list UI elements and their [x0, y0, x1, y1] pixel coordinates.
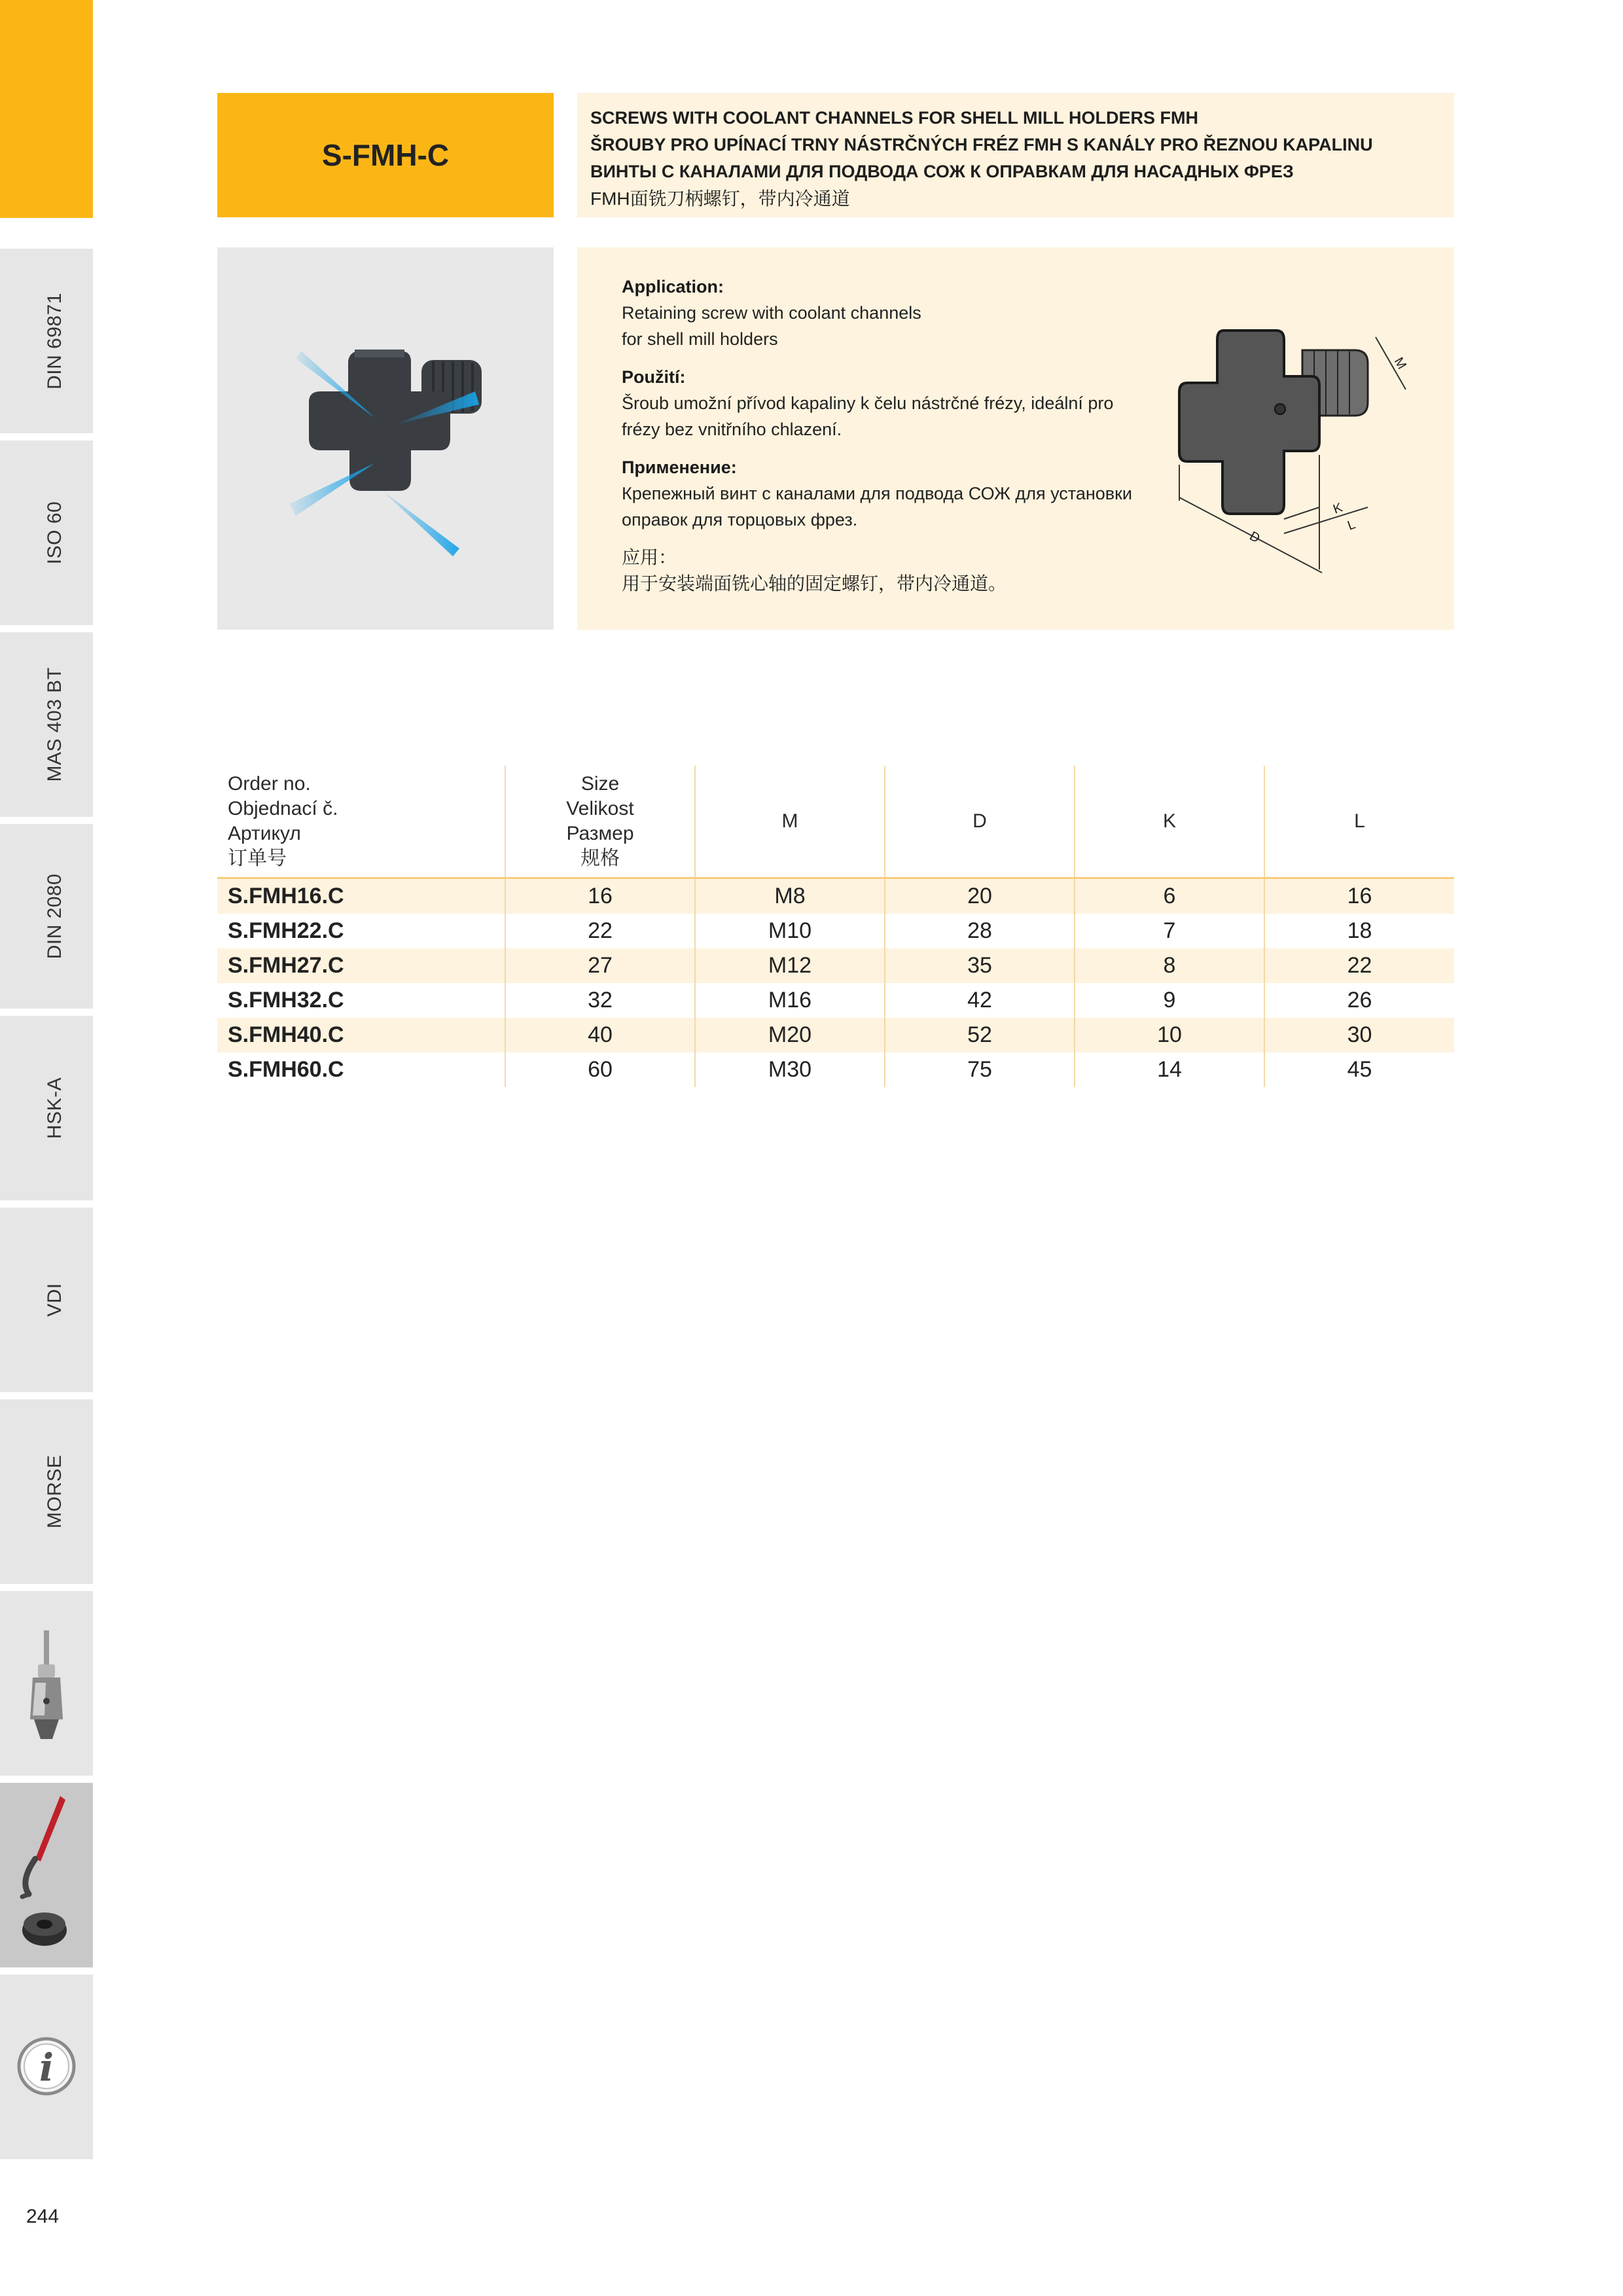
tab-label: DIN 69871	[44, 293, 65, 389]
application-text-zh: 用于安装端面铣心轴的固定螺钉，带内冷通道。	[622, 573, 1007, 594]
tab-morse[interactable]	[0, 1397, 93, 1584]
product-table	[217, 766, 1454, 1087]
application-text-cz: Šroub umožní přívod kapaliny k čelu nástrčné frézy, ideální pro	[622, 393, 1114, 413]
header-l: L	[1354, 810, 1365, 832]
sidebar-accent-block	[0, 0, 93, 218]
tab-din-69871[interactable]	[0, 246, 93, 433]
cell-d: 28	[885, 914, 1075, 948]
application-heading-zh: 应用：	[622, 547, 677, 567]
cell-size: 27	[505, 948, 695, 983]
drill-chuck-icon	[0, 1591, 93, 1778]
description-en: SCREWS WITH COOLANT CHANNELS FOR SHELL MILL HOLDERS FMH	[590, 108, 1198, 128]
header-d: D	[885, 766, 1075, 878]
cell-l: 30	[1264, 1018, 1454, 1052]
dimension-label-l: L	[1346, 517, 1358, 533]
application-heading-ru: Применение:	[622, 457, 737, 477]
table-row	[217, 1052, 1454, 1087]
cell-m: M10	[695, 914, 885, 948]
application-text-en: for shell mill holders	[622, 329, 778, 349]
header-order-no: Order no. Objednací č. Артикул 订单号	[217, 766, 505, 878]
tab-din-2080[interactable]	[0, 821, 93, 1009]
cell-d: 75	[885, 1052, 1075, 1087]
tab-iso-60[interactable]	[0, 438, 93, 625]
cell-k: 9	[1075, 983, 1264, 1018]
application-text-ru: Крепежный винт с каналами для подвода СОЖ для установки	[622, 484, 1133, 503]
order-code: S.FMH32.C	[217, 983, 505, 1018]
order-code: S.FMH16.C	[217, 878, 505, 914]
product-title-box	[217, 93, 554, 217]
tab-label: DIN 2080	[44, 873, 65, 960]
table-row	[217, 948, 1454, 983]
table-row	[217, 983, 1454, 1018]
dimension-label-d: D	[1247, 528, 1262, 547]
cell-size: 60	[505, 1052, 695, 1087]
coolant-screw-image	[217, 247, 554, 630]
product-title: S-FMH-C	[321, 138, 450, 172]
tab-label: MAS 403 BT	[44, 667, 65, 782]
tab-hsk-a[interactable]	[0, 1013, 93, 1200]
dimension-label-k: K	[1331, 500, 1345, 517]
cell-size: 22	[505, 914, 695, 948]
cell-m: M8	[695, 878, 885, 914]
product-photo	[217, 247, 554, 630]
tab-label: HSK-A	[44, 1077, 65, 1139]
cell-size: 16	[505, 878, 695, 914]
dimension-label-m: M	[1391, 355, 1410, 372]
header-m: M	[695, 766, 885, 878]
application-text-cz: frézy bez vnitřního chlazení.	[622, 420, 842, 439]
order-code: S.FMH27.C	[217, 948, 505, 983]
cell-m: M16	[695, 983, 885, 1018]
tab-drill-chuck[interactable]	[0, 1588, 93, 1776]
table-header-row	[217, 766, 1454, 878]
cell-k: 6	[1075, 878, 1264, 914]
cell-m: M20	[695, 1018, 885, 1052]
technical-drawing	[1165, 311, 1414, 599]
cell-d: 42	[885, 983, 1075, 1018]
order-code: S.FMH22.C	[217, 914, 505, 948]
wrench-nut-icon	[0, 1783, 93, 1970]
tab-vdi[interactable]	[0, 1205, 93, 1392]
tab-label: ISO 60	[44, 501, 65, 565]
application-text-en: Retaining screw with coolant channels	[622, 303, 921, 323]
product-description	[577, 93, 1454, 217]
cell-k: 7	[1075, 914, 1264, 948]
cell-k: 14	[1075, 1052, 1264, 1087]
description-zh: FMH面铣刀柄螺钉，带内冷通道	[590, 188, 850, 209]
table-row	[217, 914, 1454, 948]
cell-d: 20	[885, 878, 1075, 914]
application-text-ru: оправок для торцовых фрез.	[622, 510, 858, 529]
tab-info[interactable]	[0, 1972, 93, 2159]
description-ru: ВИНТЫ С КАНАЛАМИ ДЛЯ ПОДВОДА СОЖ К ОПРАВКАМ ДЛЯ НАСАДНЫХ ФРЕЗ	[590, 162, 1294, 181]
cell-k: 10	[1075, 1018, 1264, 1052]
svg-text:i: i	[39, 2045, 54, 2090]
table-row	[217, 878, 1454, 914]
cell-k: 8	[1075, 948, 1264, 983]
cell-l: 16	[1264, 878, 1454, 914]
tab-label: VDI	[44, 1283, 65, 1317]
description-cz: ŠROUBY PRO UPÍNACÍ TRNY NÁSTRČNÝCH FRÉZ FMH S KANÁLY PRO ŘEZNOU KAPALINU	[590, 135, 1373, 154]
cell-d: 52	[885, 1018, 1075, 1052]
tab-mas-403-bt[interactable]	[0, 630, 93, 817]
page-number: 244	[26, 2206, 60, 2227]
cell-l: 26	[1347, 988, 1372, 1013]
tab-label: MORSE	[44, 1454, 65, 1529]
table-row	[217, 1018, 1454, 1052]
header-k: K	[1075, 766, 1264, 878]
order-code: S.FMH60.C	[217, 1052, 505, 1087]
catalog-sidebar	[0, 0, 93, 2166]
cell-size: 40	[505, 1018, 695, 1052]
cell-size: 32	[505, 983, 695, 1018]
header-size: Size Velikost Размер 规格	[505, 766, 695, 878]
info-icon	[0, 1975, 93, 2162]
tab-accessories[interactable]	[0, 1780, 93, 1967]
cell-l: 18	[1347, 918, 1372, 943]
application-heading-en: Application:	[622, 277, 724, 296]
order-code: S.FMH40.C	[217, 1018, 505, 1052]
application-heading-cz: Použití:	[622, 367, 686, 387]
cell-l: 22	[1264, 948, 1454, 983]
cell-d: 35	[885, 948, 1075, 983]
cell-m: M30	[695, 1052, 885, 1087]
cell-l: 45	[1347, 1057, 1372, 1082]
cell-m: M12	[695, 948, 885, 983]
